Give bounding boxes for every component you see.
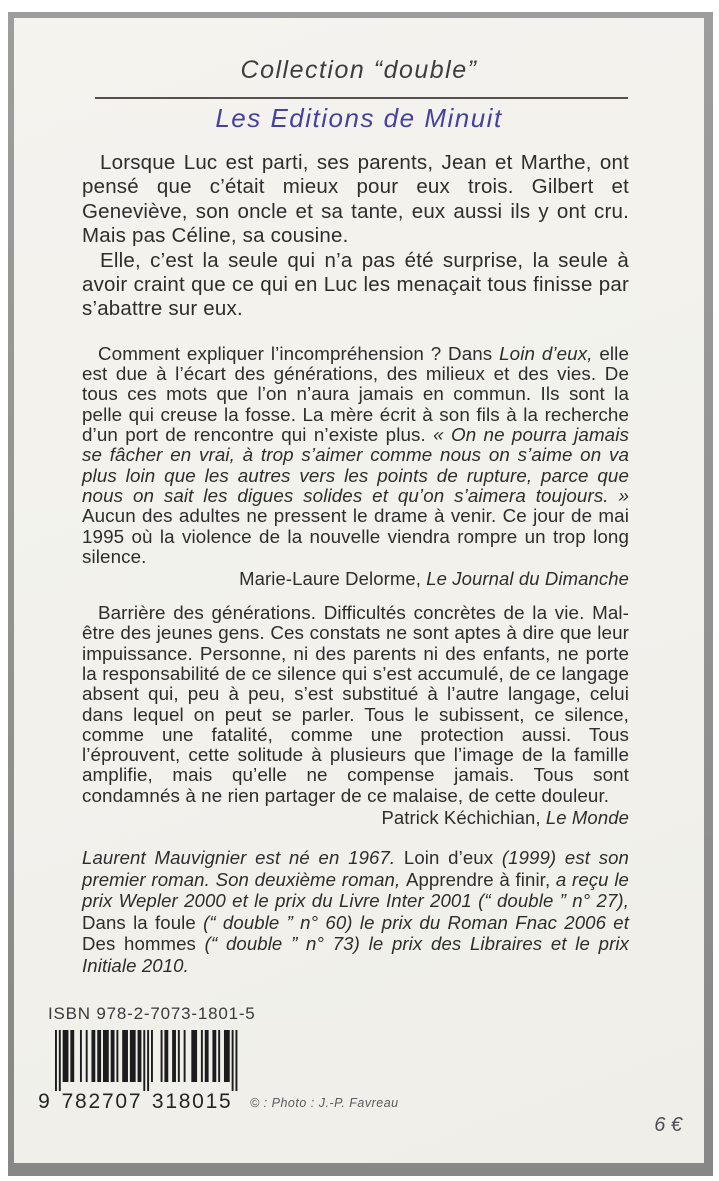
isbn-label: ISBN 978-2-7073-1801-5 bbox=[48, 1004, 256, 1023]
press-review-2-attribution: Patrick Kéchichian, Le Monde bbox=[381, 807, 629, 829]
svg-text:3: 3 bbox=[151, 1090, 164, 1112]
svg-text:8: 8 bbox=[75, 1090, 87, 1112]
synopsis-paragraph-2: Elle, c’est la seule qui n’a pas été surprise, la seule à avoir craint que ce qui en Luc les menaçait tous finisse par s’abattre sur eux. bbox=[82, 248, 629, 321]
ean-barcode bbox=[36, 1030, 246, 1112]
press-review-2-text: Barrière des générations. Difficultés concrètes de la vie. Mal-être des jeunes gens. Ces constats ne sont aptes à dire que leur impuissance. Personne, ni des parents ni des enfants, ne porte la responsabilité de ce silence qui s’est accumulé, de ce langage absent qui, peu à peu, s’est substitué à l’autre langage, celui dans lequel on peut se parler. Tous le subissent, ce silence, comme une fatalité, comme une protection aussi. Tous l’éprouvent, cette solitude à plusieurs que l’image de la famille amplifie, mais qu’elle ne compense jamais. Tous sont condamnés à ne rien partager de ce malaise, de cette douleur. bbox=[82, 602, 629, 806]
svg-text:5: 5 bbox=[219, 1090, 231, 1112]
svg-text:0: 0 bbox=[115, 1090, 128, 1112]
svg-text:1: 1 bbox=[205, 1090, 218, 1112]
svg-text:0: 0 bbox=[192, 1090, 204, 1112]
back-cover-text bbox=[82, 151, 629, 976]
author-bio: Laurent Mauvignier est né en 1967. Loin d’eux (1999) est son premier roman. Son deuxième roman, Apprendre à finir, a reçu le prix Wepler 2000 et le prix du Livre Inter 2001 (“ double ” n° 27), Dans la foule (“ double ” n° 60) le prix du Roman Fnac 2006 et Des hommes (“ double ” n° 73) le prix des Libraires et le prix Initiale 2010. bbox=[82, 847, 629, 976]
collection-title: Collection “double” bbox=[240, 56, 478, 84]
svg-text:7: 7 bbox=[101, 1090, 114, 1112]
press-review-1 bbox=[82, 344, 629, 589]
synopsis-paragraph-1: Lorsque Luc est parti, ses parents, Jean et Marthe, ont pensé que c’était mieux pour eux trois. Gilbert et Geneviève, son oncle et sa tante, eux aussi ils y ont cru. Mais pas Céline, sa cousine. bbox=[82, 151, 629, 248]
ean-barcode-graphic bbox=[36, 1030, 246, 1112]
svg-text:8: 8 bbox=[178, 1090, 191, 1112]
publisher-name: Les Editions de Minuit bbox=[215, 103, 503, 133]
header-divider bbox=[95, 97, 628, 99]
press-review-2 bbox=[82, 603, 629, 828]
svg-text:9: 9 bbox=[38, 1090, 50, 1112]
synopsis bbox=[82, 151, 629, 322]
svg-text:2: 2 bbox=[88, 1090, 101, 1112]
svg-text:7: 7 bbox=[61, 1090, 74, 1112]
press-review-1-text: Comment expliquer l’incompréhension ? Dans Loin d’eux, elle est due à l’écart des générations, des milieux et des vies. De tous ces mots que l’on n’aura jamais en commun. Ils sont la pelle qui creuse la fosse. La mère écrit à son fils à la recherche d’un port de rencontre qui n’existe plus. « On ne pourra jamais se fâcher en vrai, à trop s’aimer comme nous on s’aime on va plus loin que les autres vers les points de rupture, parce que nous on sait les digues solides et qu’on s’aimera toujours. » Aucun des adultes ne pressent le drame à venir. Ce jour de mai 1995 où la violence de la nouvelle viendra rompre un trop long silence. bbox=[82, 342, 629, 567]
photo-credit: © : Photo : J.-P. Favreau bbox=[250, 1096, 399, 1110]
book-back-cover bbox=[8, 12, 713, 1176]
price-label: 6 € bbox=[654, 1114, 682, 1136]
svg-text:7: 7 bbox=[128, 1090, 141, 1112]
svg-text:1: 1 bbox=[165, 1090, 178, 1112]
cover-surface bbox=[14, 18, 704, 1163]
press-review-1-attribution: Marie-Laure Delorme, Le Journal du Dimanche bbox=[239, 568, 629, 590]
